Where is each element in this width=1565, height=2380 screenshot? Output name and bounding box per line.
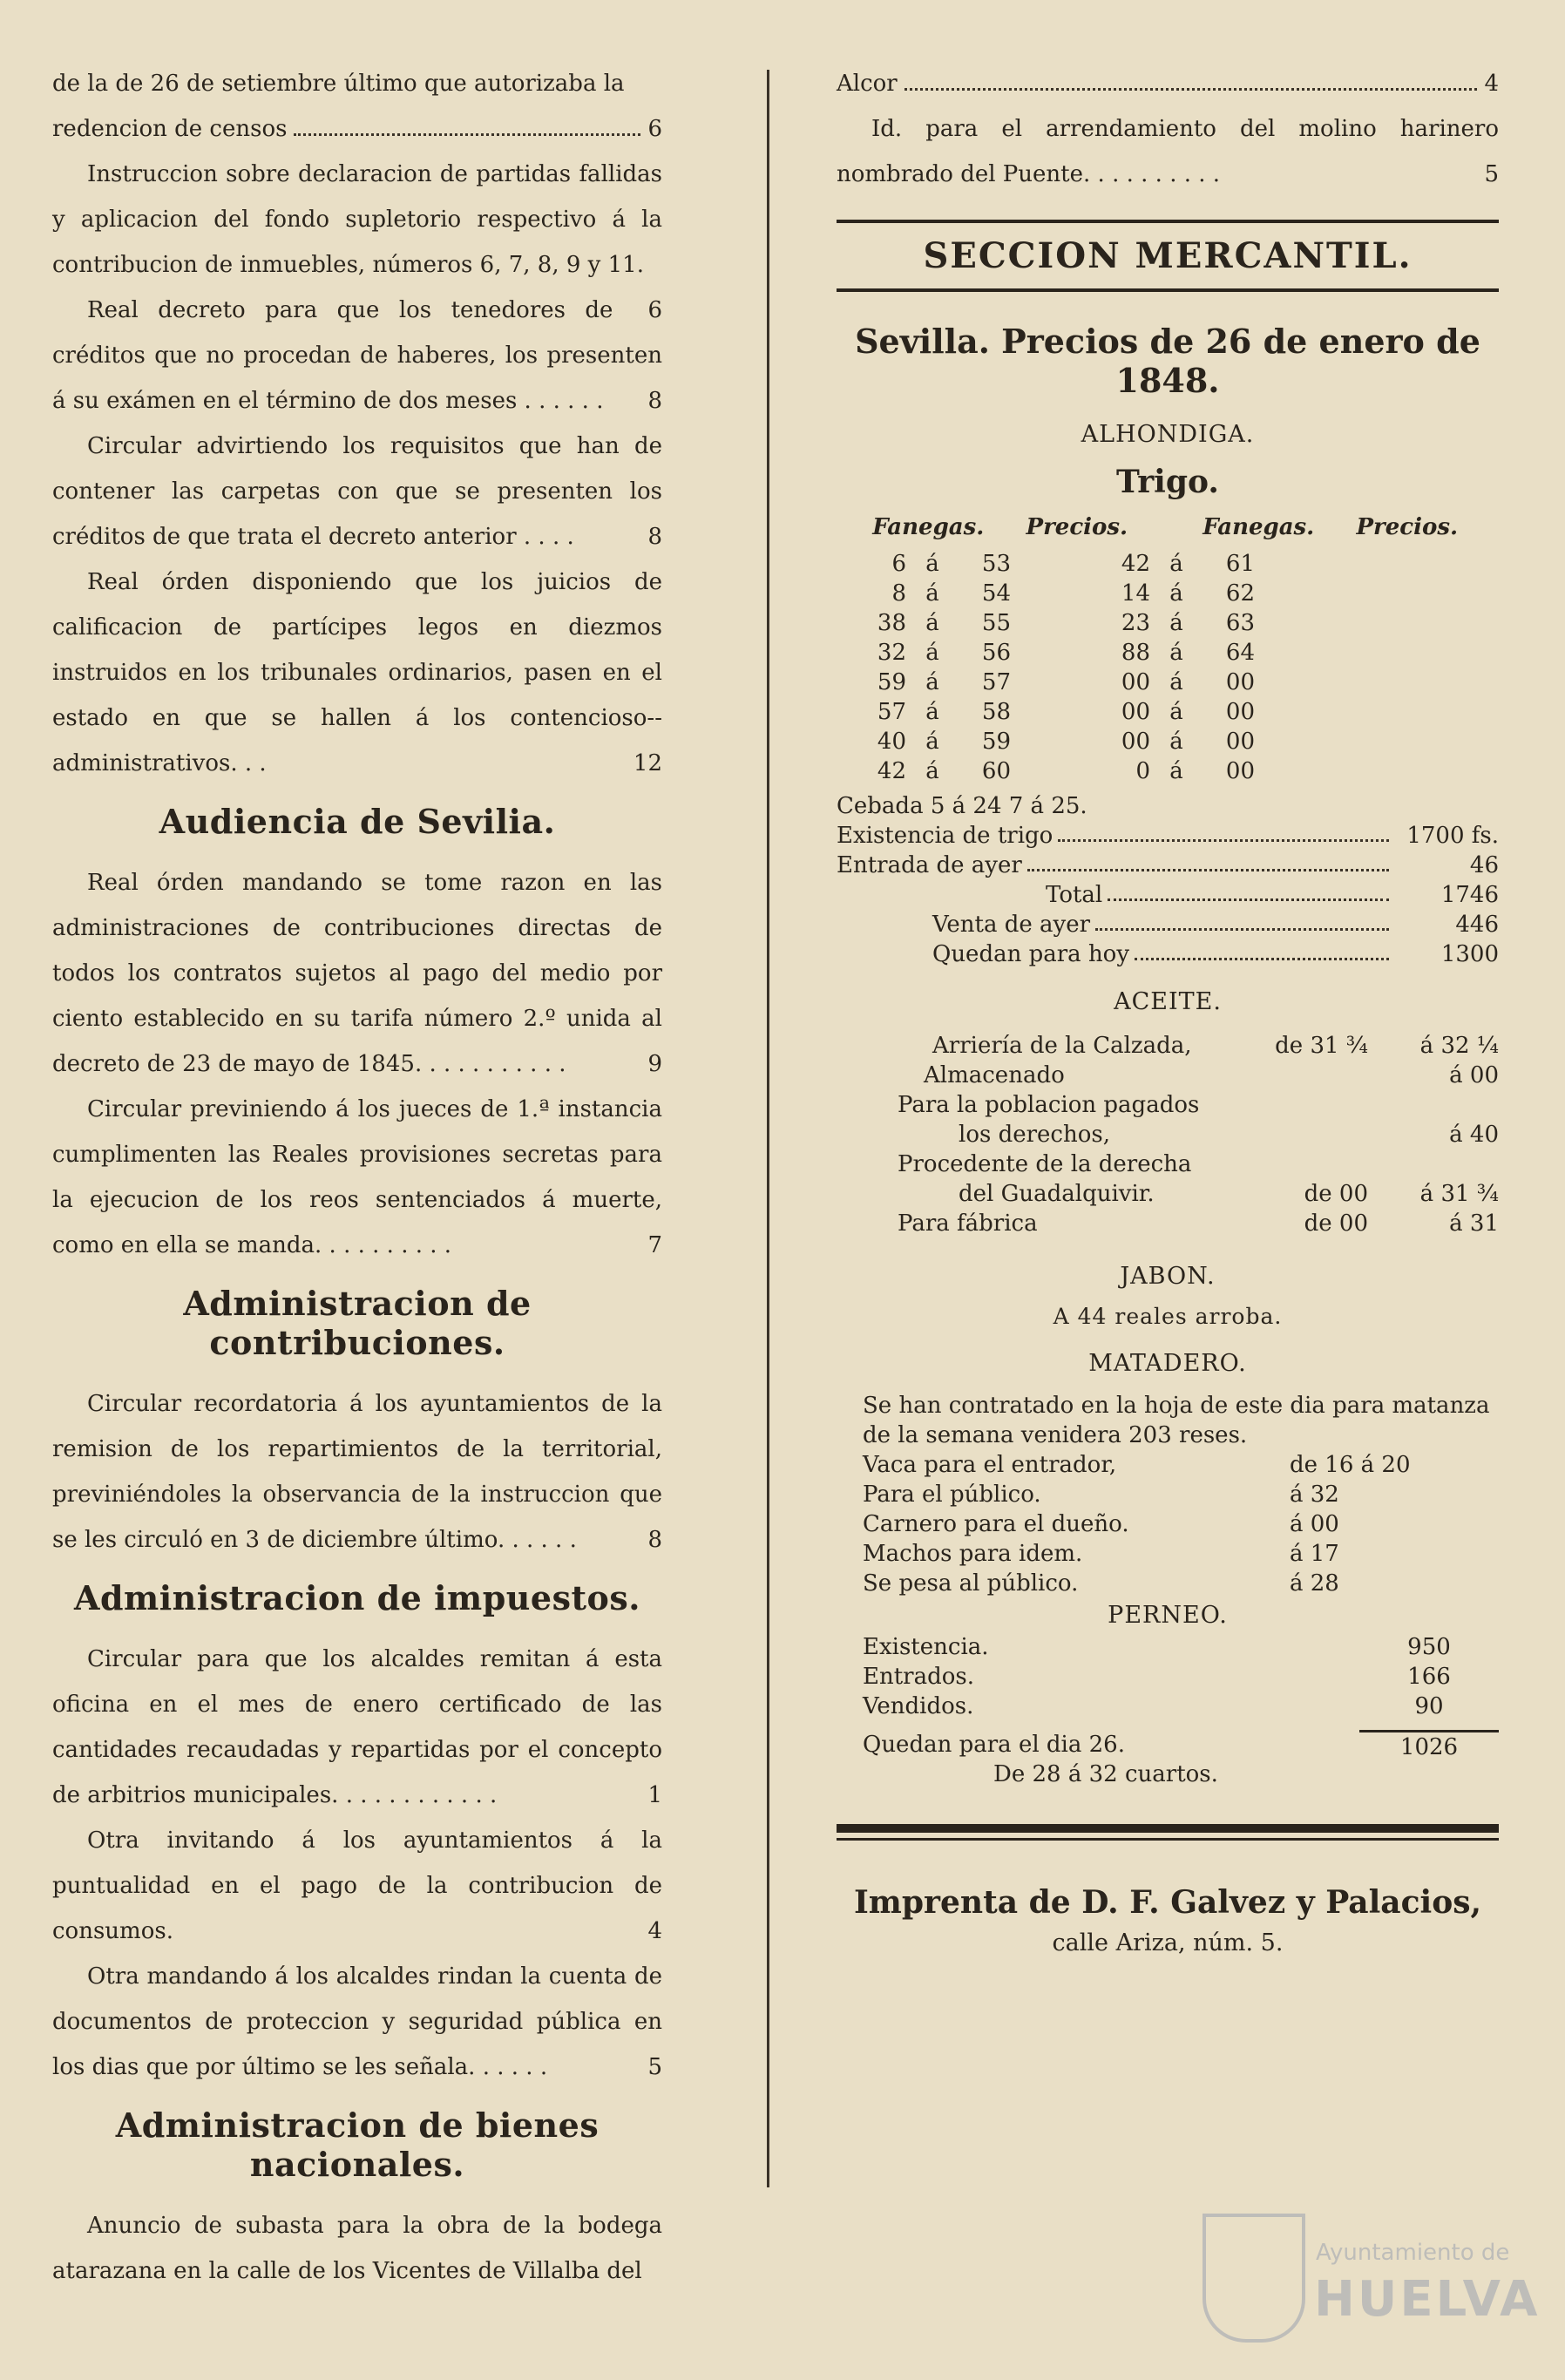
a-symbol: á: [1169, 669, 1183, 695]
meat-label: Carnero para el dueño.: [863, 1511, 1129, 1537]
precio-value: 53: [981, 551, 1011, 577]
fanegas-value: 00: [1121, 669, 1150, 695]
oil-price-row: [837, 1031, 1499, 1061]
index-entry: Real órden mandando se tome razon en las administraciones de contribuciones directas de todos los contratos sujetos al pago del medio por ciento establecido en su tarifa número 2.º unida al decreto de 23 de mayo de 1845. . . . . . . . . . . 9: [52, 870, 662, 1077]
a-symbol: á: [1169, 729, 1183, 755]
stock-row: Quedan para el dia 26. 1026: [837, 1730, 1499, 1760]
oil-price-row: [837, 1149, 1499, 1179]
precio-value: 60: [981, 758, 1011, 784]
meat-label: Machos para idem.: [863, 1541, 1083, 1567]
price-row: [854, 549, 1481, 579]
shield-icon: [1203, 2214, 1305, 2343]
index-entry: Instruccion sobre declaracion de partidas fallidas y aplicacion del fondo supletorio respectivo á la contribucion de inmuebles, números 6, 7, 8, 9 y 11. 6: [52, 161, 662, 323]
meat-price-row: [837, 1509, 1499, 1539]
fanegas-value: 88: [1121, 640, 1150, 666]
index-entry: Circular previniendo á los jueces de 1.ª instancia cumplimenten las Reales provisiones secretas para la ejecucion de los reos sentenciados á muerte, como en ella se manda. . . . . . . . . . 7: [52, 1096, 662, 1258]
a-symbol: á: [925, 551, 939, 577]
sub-heading: JABON.: [1120, 1263, 1216, 1290]
meat-label: Para el público.: [863, 1482, 1041, 1508]
perneo-row: [837, 1662, 1499, 1692]
fanegas-value: 0: [1135, 758, 1150, 784]
oil-label: del Guadalquivir.: [959, 1181, 1155, 1207]
oil-price-row: [837, 1120, 1499, 1149]
oil-value: á 32 ¼: [1419, 1033, 1499, 1059]
fanegas-value: 23: [1121, 610, 1150, 636]
printer-name: Imprenta de D. F. Galvez y Palacios,: [853, 1884, 1482, 1921]
oil-label: Arriería de la Calzada,: [932, 1033, 1192, 1059]
oil-mid: de 00: [1304, 1181, 1368, 1207]
fanegas-value: 00: [1121, 729, 1150, 755]
cuartos-line: De 28 á 32 cuartos.: [993, 1761, 1218, 1787]
meat-value: á 28: [1290, 1570, 1339, 1597]
a-symbol: á: [925, 729, 939, 755]
right-column: [837, 61, 1499, 1956]
stock-row: Total 1746: [1046, 882, 1499, 908]
oil-price-row: [837, 1209, 1499, 1238]
perneo-label: Existencia.: [863, 1634, 989, 1660]
precio-value: 00: [1225, 729, 1255, 755]
section-title: SECCION MERCANTIL.: [923, 235, 1413, 276]
price-row: [854, 579, 1481, 608]
oil-label: Para fábrica: [898, 1210, 1038, 1237]
oil-mid: [1272, 1149, 1368, 1179]
a-symbol: á: [925, 640, 939, 666]
rule: [837, 220, 1499, 223]
price-row: [854, 727, 1481, 756]
section-heading: Administracion de bienes nacionales.: [115, 2105, 600, 2184]
a-symbol: á: [925, 610, 939, 636]
oil-mid: de 31 ¾: [1275, 1033, 1368, 1059]
stock-row: Existencia de trigo 1700 fs.: [837, 823, 1499, 849]
price-row: [854, 608, 1481, 638]
meat-value: á 17: [1290, 1541, 1339, 1567]
meat-label: Se pesa al público.: [863, 1570, 1079, 1597]
fanegas-value: 38: [877, 610, 906, 636]
section-heading: Administracion de contribuciones.: [183, 1284, 532, 1362]
jabon-price: A 44 reales arroba.: [1053, 1304, 1283, 1329]
perneo-value: 90: [1414, 1693, 1444, 1719]
oil-price-row: [837, 1061, 1499, 1090]
fanegas-value: 42: [1121, 551, 1150, 577]
oil-mid: [1272, 1120, 1368, 1149]
precio-value: 58: [981, 699, 1011, 725]
fanegas-value: 00: [1121, 699, 1150, 725]
fanegas-value: 57: [877, 699, 906, 725]
price-table: [854, 514, 1481, 786]
fanegas-value: 59: [877, 669, 906, 695]
oil-mid: [1272, 1090, 1368, 1120]
precio-value: 59: [981, 729, 1011, 755]
oil-value: [1368, 1149, 1499, 1179]
meat-value: á 32: [1290, 1482, 1339, 1508]
precio-value: 00: [1225, 758, 1255, 784]
text-paragraph: Anuncio de subasta para la obra de la bodega atarazana en la calle de los Vicentes de Villalba del: [52, 2213, 662, 2284]
meat-price-row: [837, 1480, 1499, 1509]
fanegas-value: 32: [877, 640, 906, 666]
sub-heading: ACEITE.: [1114, 988, 1222, 1015]
index-entry: Otra mandando á los alcaldes rindan la cuenta de documentos de proteccion y seguridad pública en los dias que por último se les señala. . . . . . 5: [52, 1963, 662, 2080]
price-row: [854, 756, 1481, 786]
index-entry: redencion de censos 6: [52, 116, 662, 142]
meat-value: á 00: [1290, 1511, 1339, 1537]
precio-value: 54: [981, 580, 1011, 607]
meat-label: Vaca para el entrador,: [863, 1452, 1117, 1478]
perneo-label: Entrados.: [863, 1664, 975, 1690]
stock-row: Quedan para hoy 1300: [932, 941, 1499, 967]
price-row: [854, 638, 1481, 668]
precio-value: 00: [1225, 699, 1255, 725]
oil-value: á 00: [1449, 1062, 1499, 1088]
a-symbol: á: [925, 699, 939, 725]
fanegas-value: 42: [877, 758, 906, 784]
index-entry: Otra invitando á los ayuntamientos á la puntualidad en el pago de la contribucion de consumos. 4: [52, 1827, 662, 1944]
index-entry: Id. para el arrendamiento del molino harinero nombrado del Puente. . . . . . . . . . 5: [837, 116, 1499, 187]
price-row: [854, 697, 1481, 727]
left-column: [52, 61, 662, 2294]
section-heading: Administracion de impuestos.: [73, 1578, 641, 1617]
a-symbol: á: [1169, 580, 1183, 607]
a-symbol: á: [1169, 640, 1183, 666]
precio-value: 63: [1225, 610, 1255, 636]
oil-mid: [1272, 1061, 1368, 1090]
watermark-logo: Ayuntamiento de HUELVA: [1203, 2214, 1516, 2344]
price-table-header: Fanegas. Precios. Fanegas. Precios.: [872, 514, 1459, 540]
oil-label: Procedente de la derecha: [898, 1151, 1192, 1177]
column-divider: [767, 70, 769, 2187]
date-heading: Sevilla. Precios de 26 de enero de 1848.: [855, 322, 1480, 400]
index-entry: Alcor 4: [837, 71, 1499, 97]
a-symbol: á: [925, 669, 939, 695]
text-line: de la de 26 de setiembre último que autorizaba la: [52, 71, 625, 97]
precio-value: 62: [1225, 580, 1255, 607]
perneo-row: [837, 1692, 1499, 1721]
index-entry: Circular para que los alcaldes remitan á esta oficina en el mes de enero certificado de las cantidades recaudadas y repartidas por el concepto de arbitrios municipales. . . . . . . . . . . . 1: [52, 1646, 662, 1808]
oil-label: Para la poblacion pagados: [898, 1092, 1200, 1118]
oil-label: Almacenado: [924, 1062, 1065, 1088]
printer-address: calle Ariza, núm. 5.: [1052, 1929, 1284, 1956]
meat-price-row: [837, 1569, 1499, 1598]
rule: [837, 288, 1499, 292]
fanegas-value: 40: [877, 729, 906, 755]
index-entry: Real decreto para que los tenedores de créditos que no procedan de haberes, los presenten á su exámen en el término de dos meses . . . . . . 8: [52, 297, 662, 414]
oil-value: á 31 ¾: [1419, 1181, 1499, 1207]
perneo-value: 950: [1407, 1634, 1451, 1660]
a-symbol: á: [1169, 551, 1183, 577]
precio-value: 61: [1225, 551, 1255, 577]
stock-row: Venta de ayer 446: [932, 912, 1499, 938]
fanegas-value: 6: [891, 551, 906, 577]
oil-mid: de 00: [1304, 1210, 1368, 1237]
oil-value: á 40: [1449, 1122, 1499, 1148]
precio-value: 57: [981, 669, 1011, 695]
footer-rule: [837, 1824, 1499, 1833]
precio-value: 56: [981, 640, 1011, 666]
fanegas-value: 8: [891, 580, 906, 607]
perneo-row: [837, 1632, 1499, 1662]
oil-value: á 31: [1449, 1210, 1499, 1237]
a-symbol: á: [1169, 699, 1183, 725]
precio-value: 55: [981, 610, 1011, 636]
sub-heading: ALHONDIGA.: [1081, 421, 1255, 448]
oil-price-row: [837, 1179, 1499, 1209]
cebada-line: Cebada 5 á 24 7 á 25.: [837, 793, 1087, 819]
a-symbol: á: [925, 758, 939, 784]
fanegas-value: 14: [1121, 580, 1150, 607]
index-entry: Real órden disponiendo que los juicios de calificacion de partícipes legos en diezmos instruidos en los tribunales ordinarios, pasen en el estado en que se hallen á los contencioso--administrativos. . . 12: [52, 569, 662, 776]
sub-heading: Trigo.: [1116, 464, 1219, 500]
meat-price-row: [837, 1539, 1499, 1569]
meat-price-row: [837, 1450, 1499, 1480]
oil-label: los derechos,: [959, 1122, 1110, 1148]
footer-rule: [837, 1838, 1499, 1841]
perneo-value: 166: [1407, 1664, 1451, 1690]
sub-heading: MATADERO.: [1088, 1350, 1247, 1377]
index-entry: Circular recordatoria á los ayuntamientos de la remision de los repartimientos de la territorial, previniéndoles la observancia de la instruccion que se les circuló en 3 de diciembre último. . . . . . 8: [52, 1391, 662, 1553]
a-symbol: á: [1169, 758, 1183, 784]
index-entry: Circular advirtiendo los requisitos que han de contener las carpetas con que se presenten los créditos de que trata el decreto anterior . . . . 8: [52, 433, 662, 550]
section-heading: Audiencia de Sevilia.: [159, 802, 556, 841]
precio-value: 64: [1225, 640, 1255, 666]
a-symbol: á: [925, 580, 939, 607]
matadero-note: Se han contratado en la hoja de este dia para matanza de la semana venidera 203 reses.: [863, 1393, 1490, 1448]
perneo-label: Vendidos.: [863, 1693, 974, 1719]
oil-price-row: [837, 1090, 1499, 1120]
price-row: [854, 668, 1481, 697]
precio-value: 00: [1225, 669, 1255, 695]
sub-heading: PERNEO.: [1108, 1602, 1228, 1629]
meat-value: de 16 á 20: [1290, 1452, 1411, 1478]
oil-value: [1368, 1090, 1499, 1120]
a-symbol: á: [1169, 610, 1183, 636]
stock-row: Entrada de ayer 46: [837, 852, 1499, 878]
